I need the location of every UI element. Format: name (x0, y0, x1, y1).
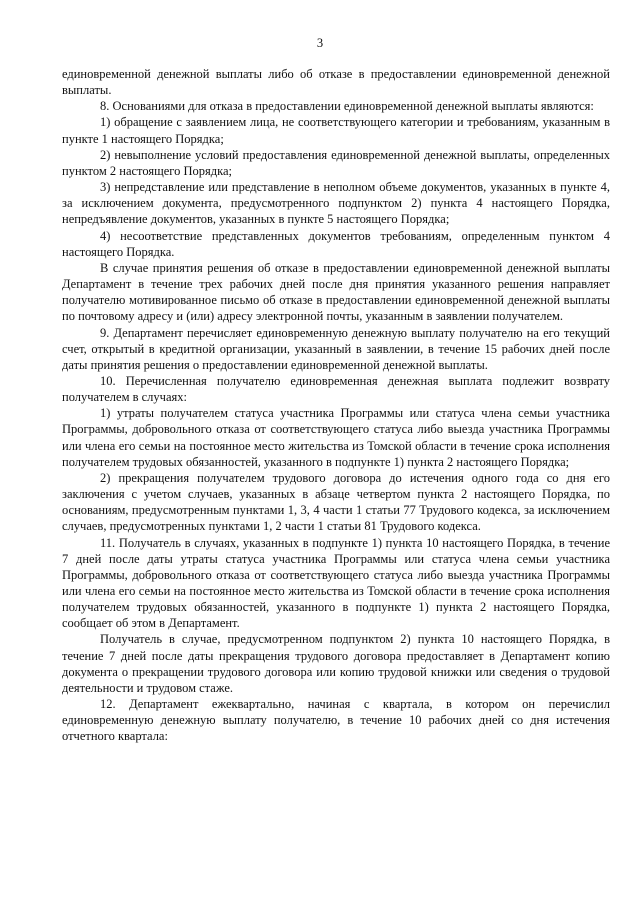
page-number: 3 (316, 36, 324, 50)
paragraph-8-item-3: 3) непредставление или представление в неполном объеме документов, указанных в пункте 4, за исключением документа, предусмотренного подпунктом 2) пункта 4 настоящего Порядка, непредъявление документов, указанных в пункте 5 настоящего Порядка; (62, 180, 610, 227)
paragraph-8-item-2: 2) невыполнение условий предоставления единовременной денежной выплаты, определенных пунктом 2 настоящего Порядка; (62, 147, 610, 178)
paragraph-8: 8. Основаниями для отказа в предоставлении единовременной денежной выплаты являются: (100, 99, 594, 114)
paragraph-9: 9. Департамент перечисляет единовременную денежную выплату получателю на его текущий счет, открытый в кредитной организации, указанный в заявлении, в течение 15 рабочих дней после даты принятия решения о предоставлении единовременной денежной выплаты. (62, 325, 610, 372)
paragraph-8-item-4: 4) несоответствие представленных документов требованиям, определенным пунктом 4 настоящего Порядка. (62, 228, 610, 259)
paragraph-11-second: Получатель в случае, предусмотренном подпунктом 2) пункта 10 настоящего Порядка, в течение 7 дней после даты прекращения трудового договора предоставляет в Департамент копию документа о прекращении трудового договора или копию трудовой книжки или сведения о трудовой деятельности и трудовом стаже. (62, 632, 610, 695)
paragraph-11: 11. Получатель в случаях, указанных в подпункте 1) пункта 10 настоящего Порядка, в течение 7 дней после даты утраты статуса участника Программы или статуса члена семьи участника Программы, добровольного отказа от соответствующего статуса либо выезда участника Программы или члена его семьи на постоянное место жительства из Томской области в течение срока исполнения получателем трудовых обязанностей, указанного в подпункте 1) пункта 2 настоящего Порядка, сообщает об этом в Департамент. (62, 535, 610, 631)
paragraph-10: 10. Перечисленная получателю единовременная денежная выплата подлежит возврату получателем в случаях: (62, 373, 610, 405)
paragraph-continuation: единовременной денежной выплаты либо об отказе в предоставлении единовременной денежной выплаты. (62, 67, 610, 98)
paragraph-8-refusal-notice: В случае принятия решения об отказе в предоставлении единовременной денежной выплаты Департамент в течение трех рабочих дней после дня принятия указанного решения направляет получателю мотивированное письмо об отказе в предоставлении единовременной денежной выплаты по почтовому адресу и (или) адресу электронной почты, указанным в заявлении получателем. (62, 260, 610, 324)
paragraph-10-item-2: 2) прекращения получателем трудового договора до истечения одного года со дня его заключения с учетом случаев, указанных в абзаце четвертом пункта 2 настоящего Порядка, по основаниям, предусмотренным пунктами 1, 3, 4 части 1 статьи 77 Трудового кодекса, за исключением случаев, предусмотренных пунктами 1, 2 части 1 статьи 81 Трудового кодекса. (62, 470, 610, 534)
paragraph-10-item-1: 1) утраты получателем статуса участника Программы или статуса члена семьи участника Программы, добровольного отказа от соответствующего статуса либо выезда участника Программы или члена его семьи на постоянное место жительства из Томской области в течение срока исполнения получателем трудовых обязанностей, указанного в подпункте 1) пункта 2 настоящего Порядка; (62, 406, 610, 469)
document-body (62, 66, 610, 745)
paragraph-8-item-1: 1) обращение с заявлением лица, не соответствующего категории и требованиям, указанным в пункте 1 настоящего Порядка; (62, 115, 610, 146)
paragraph-12: 12. Департамент ежеквартально, начиная с квартала, в котором он перечислил единовременную денежную выплату получателю, в течение 10 рабочих дней со дня истечения отчетного квартала: (62, 697, 610, 744)
